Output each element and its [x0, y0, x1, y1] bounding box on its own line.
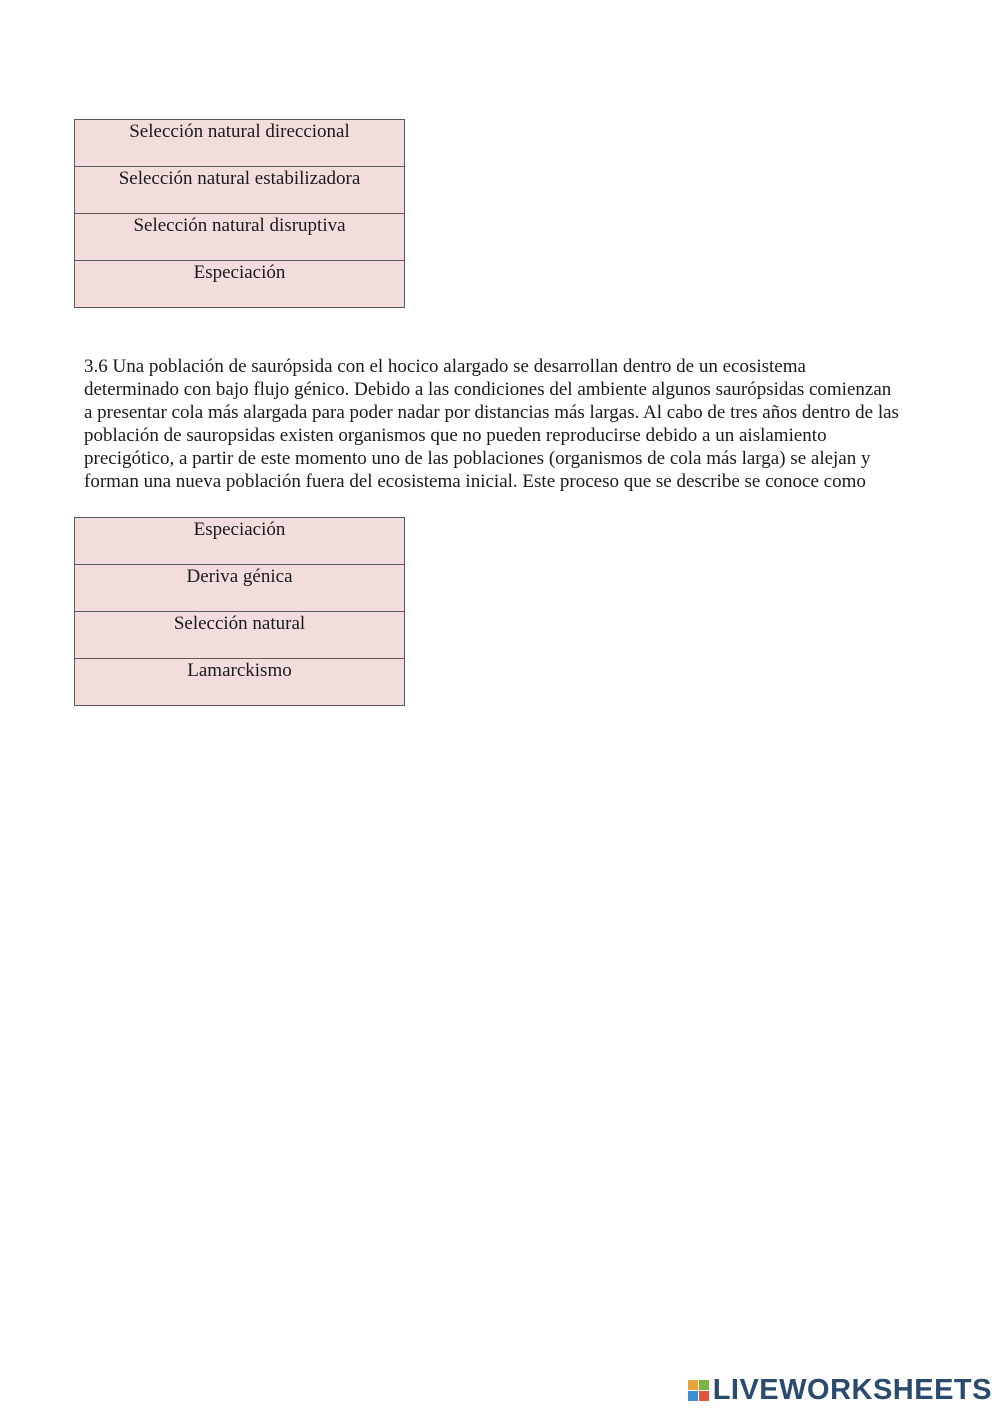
question-line: forman una nueva población fuera del ecosistema inicial. Este proceso que se describe se conoce como: [84, 471, 866, 492]
logo-square-i: [699, 1380, 709, 1390]
logo-square-l: [688, 1380, 698, 1390]
liveworksheets-logo-icon: [688, 1380, 709, 1401]
option-lamarckismo[interactable]: Lamarckismo: [75, 659, 404, 705]
logo-square-v: [688, 1391, 698, 1401]
option-seleccion-natural-estabilizadora[interactable]: Selección natural estabilizadora: [75, 167, 404, 214]
option-seleccion-natural-direccional[interactable]: Selección natural direccional: [75, 120, 404, 167]
question-line: población de sauropsidas existen organismos que no pueden reproducirse debido a un aislamiento: [84, 425, 827, 446]
option-seleccion-natural-disruptiva[interactable]: Selección natural disruptiva: [75, 214, 404, 261]
option-especiacion[interactable]: Especiación: [75, 261, 404, 307]
question-line: a presentar cola más alargada para poder nadar por distancias más largas. Al cabo de tres años dentro de las: [84, 402, 899, 423]
question-line: 3.6 Una población de saurópsida con el hocico alargado se desarrollan dentro de un ecosistema: [84, 356, 806, 377]
option-deriva-genica[interactable]: Deriva génica: [75, 565, 404, 612]
options-table-question-3-6: [74, 517, 405, 706]
question-line: determinado con bajo flujo génico. Debido a las condiciones del ambiente algunos saurópsidas comienzan: [84, 379, 892, 400]
logo-square-e: [699, 1391, 709, 1401]
option-especiacion[interactable]: Especiación: [75, 518, 404, 565]
question-3-6-text: [84, 355, 964, 493]
option-seleccion-natural[interactable]: Selección natural: [75, 612, 404, 659]
liveworksheets-logo: [688, 1374, 992, 1407]
options-table-question-3-5: [74, 119, 405, 308]
liveworksheets-logo-text: LIVEWORKSHEETS: [712, 1374, 992, 1406]
question-line: precigótico, a partir de este momento uno de las poblaciones (organismos de cola más larga) se alejan y: [84, 448, 871, 469]
